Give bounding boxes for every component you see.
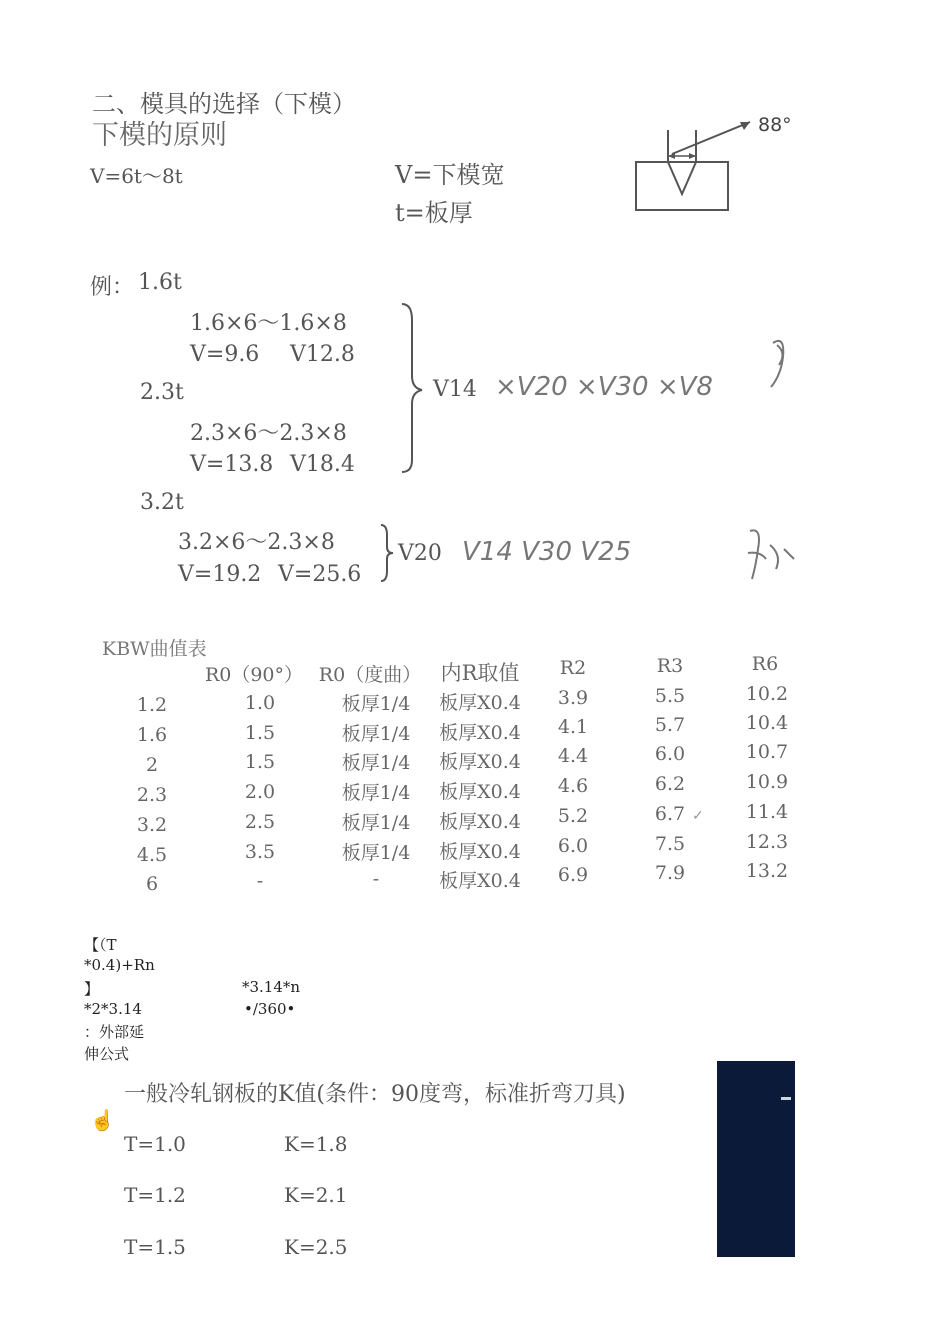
group-result: V14 <box>433 377 477 402</box>
kbw-cell-r6: 10.7 <box>745 741 789 763</box>
kbw-cell-r6: 11.4 <box>745 801 789 823</box>
kbw-cell-inner-r: 板厚X0.4 <box>439 781 521 803</box>
kbw-cell-r2: 6.0 <box>557 835 589 857</box>
kbw-cell-r6: 10.9 <box>745 771 789 793</box>
example-2-v-max: V18.4 <box>290 452 355 477</box>
kbw-cell-r6: 10.2 <box>745 683 789 705</box>
formula-fragment-3: 】 <box>84 980 100 998</box>
example-2-v-min: V=13.8 <box>190 452 274 477</box>
die-body <box>636 162 728 210</box>
kbw-cell-r2: 4.4 <box>557 745 589 767</box>
kbw-cell-r0-90: 2.5 <box>244 811 276 833</box>
kbw-cell-inner-r: 板厚X0.4 <box>439 870 521 892</box>
formula-fragment-8: 伸公式 <box>84 1045 130 1063</box>
kbw-cell-r3: 7.5 <box>654 833 686 855</box>
kbw-cell-thickness: 1.6 <box>136 724 168 746</box>
kbw-cell-r0-bend: - <box>372 868 380 890</box>
kbw-cell-r0-90: 1.5 <box>244 751 276 773</box>
kbw-cell-r0-bend: 板厚1/4 <box>341 693 411 715</box>
example-3-thickness: 3.2t <box>140 490 184 515</box>
kbw-cell-r0-bend: 板厚1/4 <box>341 812 411 834</box>
example-2-thickness: 2.3t <box>140 380 184 405</box>
kbw-cell-r0-bend: 板厚1/4 <box>341 723 411 745</box>
image-highlight-mark <box>781 1097 791 1100</box>
kbw-cell-r3: 5.5 <box>654 685 686 707</box>
kbw-cell-r2: 3.9 <box>557 687 589 709</box>
kbw-cell-r0-90: 3.5 <box>244 841 276 863</box>
kbw-cell-r0-bend: 板厚1/4 <box>341 842 411 864</box>
kbw-cell-thickness: 4.5 <box>136 844 168 866</box>
example-1-v-max: V12.8 <box>290 342 355 367</box>
kbw-header-r0-bend: R0（度曲） <box>318 664 422 686</box>
example-2-range: 2.3×6～2.3×8 <box>190 421 347 446</box>
k-item-value: K=2.1 <box>284 1183 348 1207</box>
kbw-table-title: KBW曲值表 <box>102 638 207 660</box>
example-3-range: 3.2×6～2.3×8 <box>178 530 335 555</box>
formula-fragment-2: *0.4)+Rn <box>84 956 155 974</box>
kbw-cell-thickness: 1.2 <box>136 694 168 716</box>
kbw-cell-r0-90: 2.0 <box>244 781 276 803</box>
kbw-header-inner-r: 内R取值 <box>440 661 520 685</box>
example-3-handwritten-notes: V14 V30 V25 <box>462 537 632 567</box>
example-1-thickness: 1.6t <box>138 270 182 295</box>
kbw-cell-r6: 12.3 <box>745 831 789 853</box>
kbw-cell-r2: 6.9 <box>557 864 589 886</box>
t-definition: t=板厚 <box>395 199 473 227</box>
dim-arrow-right-icon <box>689 153 696 159</box>
kbw-cell-r0-bend: 板厚1/4 <box>341 782 411 804</box>
k-item-value: K=1.8 <box>284 1132 348 1156</box>
kbw-header-r6: R6 <box>751 653 779 675</box>
kbw-cell-r6: 13.2 <box>745 860 789 882</box>
kbw-cell-thickness: 3.2 <box>136 814 168 836</box>
kbw-cell-thickness: 6 <box>145 873 159 895</box>
kbw-cell-r3: 6.2 <box>654 773 686 795</box>
group-brace-large <box>398 300 428 475</box>
example-1-v-min: V=9.6 <box>190 342 260 367</box>
dim-arrow-left-icon <box>668 153 675 159</box>
k-item-thickness: T=1.0 <box>124 1132 186 1156</box>
embedded-dark-image <box>717 1061 795 1257</box>
section-subtitle: 下模的原则 <box>92 120 227 151</box>
kbw-cell-r0-90: 1.5 <box>244 722 276 744</box>
kbw-cell-r3: 5.7 <box>654 714 686 736</box>
kbw-cell-inner-r: 板厚X0.4 <box>439 722 521 744</box>
kbw-cell-r0-bend: 板厚1/4 <box>341 752 411 774</box>
formula-fragment-4: *3.14*n <box>242 978 301 996</box>
kbw-cell-r2: 4.6 <box>557 775 589 797</box>
handwritten-check-icon: ✓ <box>692 808 704 824</box>
kbw-cell-r0-90: 1.0 <box>244 692 276 714</box>
kbw-header-r0-90: R0（90°） <box>204 664 304 686</box>
kbw-cell-inner-r: 板厚X0.4 <box>439 811 521 833</box>
kbw-cell-thickness: 2 <box>145 754 159 776</box>
k-item-value: K=2.5 <box>284 1235 348 1259</box>
hand-cursor-icon: ☝ <box>90 1108 115 1132</box>
k-item-thickness: T=1.2 <box>124 1183 186 1207</box>
kbw-cell-thickness: 2.3 <box>136 784 168 806</box>
k-item-thickness: T=1.5 <box>124 1235 186 1259</box>
kbw-cell-r0-90: - <box>256 870 264 892</box>
group-handwritten-notes: ×V20 ×V30 ×V8 <box>495 372 713 402</box>
example-3-result: V20 <box>398 541 442 566</box>
formula-fragment-5: *2*3.14 <box>84 1000 142 1018</box>
kbw-header-r3: R3 <box>656 655 684 677</box>
example-intro: 例： <box>90 275 135 300</box>
kbw-cell-inner-r: 板厚X0.4 <box>439 751 521 773</box>
example-3-v-max: V=25.6 <box>278 562 362 587</box>
rule-formula: V=6t～8t <box>90 164 183 188</box>
kbw-cell-r3: 7.9 <box>654 862 686 884</box>
handwritten-scribble-2 <box>742 525 797 585</box>
kbw-cell-inner-r: 板厚X0.4 <box>439 692 521 714</box>
example-3-v-min: V=19.2 <box>178 562 262 587</box>
kbw-cell-r6: 10.4 <box>745 712 789 734</box>
formula-fragment-7: ：外部延 <box>84 1023 145 1041</box>
kbw-header-r2: R2 <box>559 657 587 679</box>
kbw-cell-r3: 6.7 <box>654 803 686 825</box>
kbw-cell-r3: 6.0 <box>654 743 686 765</box>
k-value-heading: 一般冷轧钢板的K值(条件：90度弯，标准折弯刀具) <box>124 1082 626 1107</box>
v-definition: V=下模宽 <box>395 161 505 189</box>
example-1-range: 1.6×6～1.6×8 <box>190 311 347 336</box>
formula-fragment-6: •/360• <box>244 1000 296 1018</box>
handwritten-scribble-1 <box>765 335 795 395</box>
angle-label: 88° <box>758 114 792 136</box>
section-heading-cut: 二、模具的选择（下模） <box>92 90 356 118</box>
angle-arrow <box>672 122 750 154</box>
kbw-cell-r2: 5.2 <box>557 805 589 827</box>
group-brace-small <box>378 522 398 584</box>
kbw-cell-inner-r: 板厚X0.4 <box>439 841 521 863</box>
kbw-cell-r2: 4.1 <box>557 716 589 738</box>
formula-fragment-1: 【（T <box>84 936 117 954</box>
